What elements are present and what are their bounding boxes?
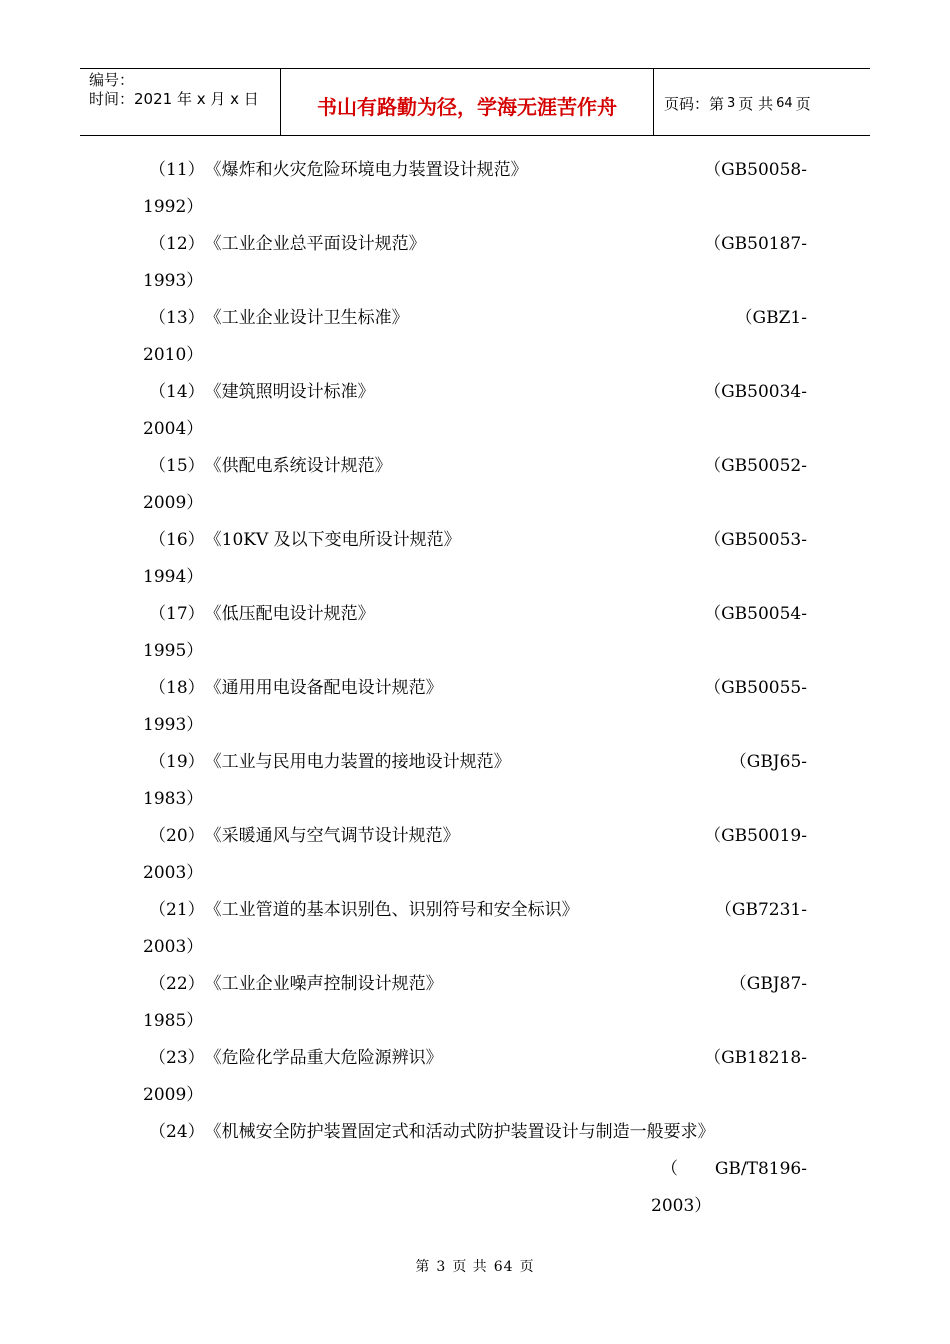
- entry-code: （GBJ65-: [729, 752, 807, 772]
- entry-code: （GBZ1-: [735, 308, 807, 328]
- standard-entry-year-line: [143, 485, 807, 522]
- entry-number: （19）: [149, 752, 205, 772]
- standard-entry: [143, 1114, 807, 1151]
- header-page-mid: 页 共: [738, 94, 774, 113]
- standard-entry-year-line: [143, 855, 807, 892]
- standard-entry: [143, 226, 807, 263]
- entry-title: 《采暖通风与空气调节设计规范》: [204, 826, 460, 846]
- entry-title: 《供配电系统设计规范》: [204, 456, 392, 476]
- standard-entry: [143, 892, 807, 929]
- standard-entry-year-line: [143, 707, 807, 744]
- entry-number: （21）: [149, 900, 205, 920]
- entry-year: 1992）: [143, 197, 204, 217]
- standard-entry-year-line: [143, 1003, 807, 1040]
- entry-title: 《建筑照明设计标准》: [204, 382, 375, 402]
- standard-entry-year-line: [143, 1077, 807, 1114]
- standard-entry: [143, 670, 807, 707]
- footer-prefix: 第: [415, 1259, 431, 1275]
- page-footer: [0, 1256, 950, 1276]
- entry-title: 《工业企业设计卫生标准》: [204, 308, 409, 328]
- entry-year: 2009）: [143, 1085, 204, 1105]
- footer-mid: 页 共: [452, 1259, 488, 1275]
- entry-number: （22）: [149, 974, 205, 994]
- footer-suffix: 页: [519, 1259, 535, 1275]
- standard-entry-year-line: [143, 189, 807, 226]
- entry-number: （18）: [149, 678, 205, 698]
- standard-entry: [143, 966, 807, 1003]
- entry-number: （11）: [149, 160, 205, 180]
- standard-entry: [143, 522, 807, 559]
- page-header: [80, 68, 870, 136]
- entry-year: 2003）: [143, 863, 204, 883]
- header-page-suffix: 页: [795, 94, 811, 113]
- entry-number: （16）: [149, 530, 205, 550]
- entry-year: 1983）: [143, 789, 204, 809]
- standard-entry-year-line: [143, 1188, 807, 1225]
- standard-entry: [143, 1040, 807, 1077]
- entry-title: 《工业企业噪声控制设计规范》: [204, 974, 443, 994]
- entry-code: （GB50052-: [704, 456, 807, 476]
- entry-code: （GB50019-: [704, 826, 807, 846]
- entry-year: 1994）: [143, 567, 204, 587]
- entry-year: 2003）: [651, 1196, 712, 1216]
- standard-entry-year-line: [143, 411, 807, 448]
- entry-title: 《工业企业总平面设计规范》: [204, 234, 426, 254]
- standard-entry-year-line: [143, 559, 807, 596]
- header-page-indicator: [654, 69, 870, 135]
- entry-code: （GB7231-: [714, 900, 807, 920]
- entry-year: 2004）: [143, 419, 204, 439]
- standard-entry: [143, 152, 807, 189]
- entry-title: 《工业与民用电力装置的接地设计规范》: [204, 752, 511, 772]
- standard-entry-year-line: [143, 781, 807, 818]
- standards-list: [143, 152, 807, 1225]
- entry-open-paren: （: [661, 1159, 678, 1179]
- header-page-total: 64: [776, 95, 793, 111]
- standard-entry-year-line: [143, 337, 807, 374]
- entry-year: 2010）: [143, 345, 204, 365]
- entry-code: （GB50055-: [704, 678, 807, 698]
- entry-number: （15）: [149, 456, 205, 476]
- entry-number: （17）: [149, 604, 205, 624]
- entry-year: 1993）: [143, 715, 204, 735]
- entry-code: （GB18218-: [704, 1048, 807, 1068]
- entry-code: GB/T8196-: [714, 1159, 807, 1179]
- entry-year: 1993）: [143, 271, 204, 291]
- entry-title: 《通用用电设备配电设计规范》: [204, 678, 443, 698]
- footer-total: 64: [493, 1259, 514, 1275]
- entry-year: 2009）: [143, 493, 204, 513]
- header-page-prefix: 页码：第: [664, 94, 725, 113]
- header-motto: 书山有路勤为径，学海无涯苦作舟: [281, 69, 654, 135]
- entry-title: 《危险化学品重大危险源辨识》: [204, 1048, 443, 1068]
- document-time-label: 时间：2021 年 x 月 x 日: [89, 90, 259, 108]
- entry-title: 《爆炸和火灾危险环境电力装置设计规范》: [204, 160, 528, 180]
- standard-entry: [143, 596, 807, 633]
- entry-number: （13）: [149, 308, 205, 328]
- entry-title: 《10KV 及以下变电所设计规范》: [204, 530, 461, 550]
- entry-number: （23）: [149, 1048, 205, 1068]
- standard-entry-year-line: [143, 929, 807, 966]
- entry-number: （12）: [149, 234, 205, 254]
- standard-entry: [143, 300, 807, 337]
- entry-year: 1995）: [143, 641, 204, 661]
- entry-code: （GB50034-: [704, 382, 807, 402]
- footer-current: 3: [436, 1259, 447, 1275]
- entry-year: 2003）: [143, 937, 204, 957]
- standard-entry: [143, 744, 807, 781]
- header-meta-cell: [80, 69, 281, 135]
- entry-code: （GBJ87-: [729, 974, 807, 994]
- standard-entry-year-line: [143, 263, 807, 300]
- entry-title: 《工业管道的基本识别色、识别符号和安全标识》: [204, 900, 579, 920]
- entry-code: （GB50058-: [704, 160, 807, 180]
- entry-number: （20）: [149, 826, 205, 846]
- entry-title: 《低压配电设计规范》: [204, 604, 375, 624]
- entry-code: （GB50054-: [704, 604, 807, 624]
- entry-number: （24）: [149, 1122, 205, 1142]
- entry-title: 《机械安全防护装置固定式和活动式防护装置设计与制造一般要求》: [204, 1122, 715, 1142]
- entry-code: （GB50187-: [704, 234, 807, 254]
- standard-entry-code-line: [143, 1151, 807, 1188]
- document-number-label: 编号：: [89, 71, 135, 89]
- standard-entry: [143, 448, 807, 485]
- entry-number: （14）: [149, 382, 205, 402]
- header-page-current: 3: [727, 95, 736, 111]
- standard-entry: [143, 374, 807, 411]
- standard-entry-year-line: [143, 633, 807, 670]
- standard-entry: [143, 818, 807, 855]
- entry-code: （GB50053-: [704, 530, 807, 550]
- entry-year: 1985）: [143, 1011, 204, 1031]
